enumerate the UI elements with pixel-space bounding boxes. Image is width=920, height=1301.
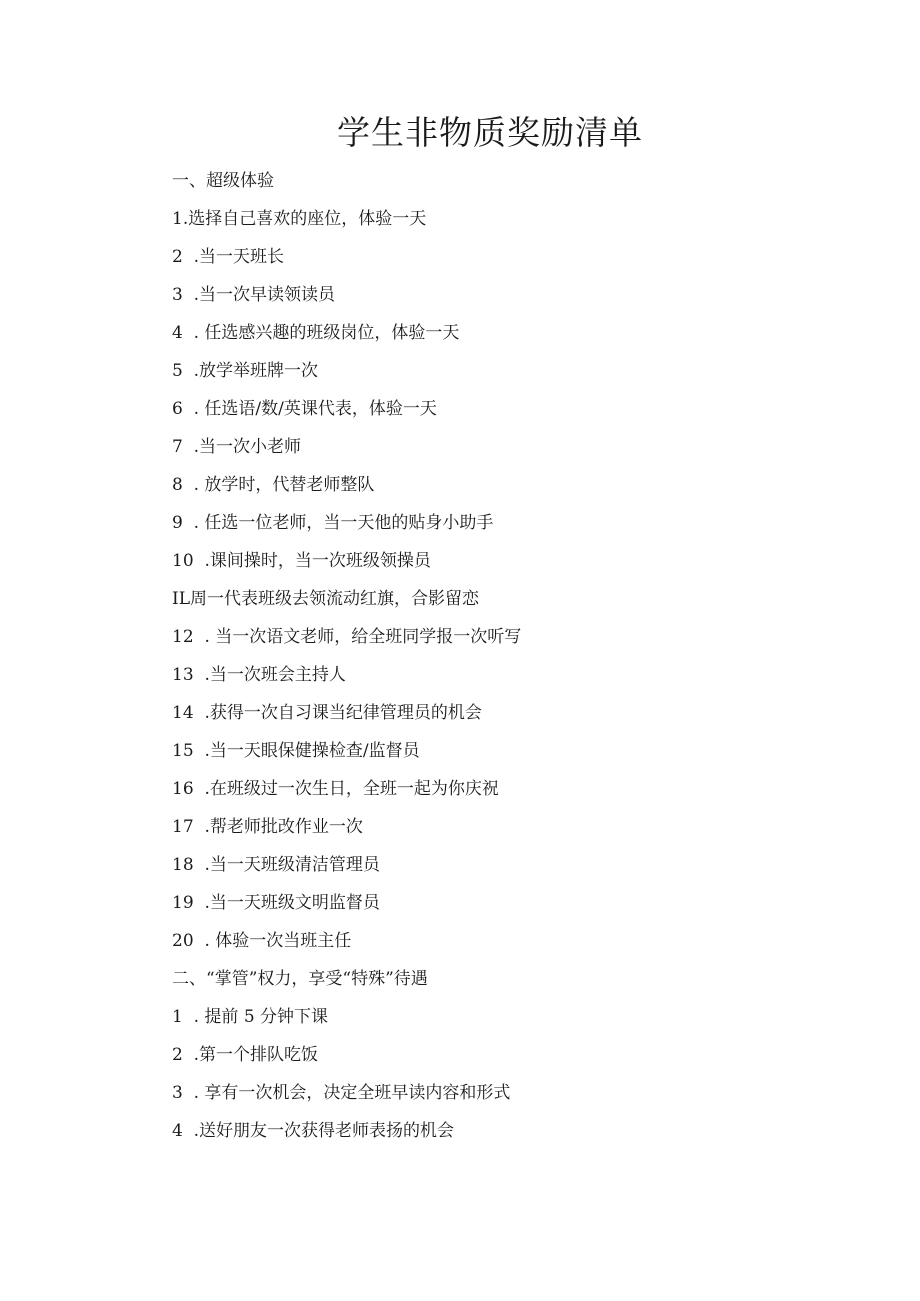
list-item: 13 .当一次班会主持人 [172,665,346,685]
list-item: 14 .获得一次自习课当纪律管理员的机会 [172,703,482,723]
list-item: 4 . 任选感兴趣的班级岗位，体验一天 [172,323,460,343]
list-item: 3 .当一次早读领读员 [172,285,336,305]
list-item: 10 .课间操时，当一次班级领操员 [172,551,431,571]
list-item: 17 .帮老师批改作业一次 [172,817,363,837]
list-item: 1.选择自己喜欢的座位，体验一天 [172,209,427,229]
list-item: 8 . 放学时，代替老师整队 [172,475,375,495]
list-item: 12 . 当一次语文老师，给全班同学报一次听写 [172,627,522,647]
list-item: 15 .当一天眼保健操检查/监督员 [172,741,420,761]
list-item: 9 . 任选一位老师，当一天他的贴身小助手 [172,513,494,533]
section-heading: 二、“掌管”权力，享受“特殊”待遇 [172,969,428,989]
list-item: 2 .第一个排队吃饭 [172,1045,319,1065]
list-item: 1 . 提前 5 分钟下课 [172,1007,329,1027]
document-title: 学生非物质奖励清单 [337,113,643,152]
list-item: 20 . 体验一次当班主任 [172,931,352,951]
section-heading: 一、超级体验 [172,171,274,191]
list-item: 4 .送好朋友一次获得老师表扬的机会 [172,1121,455,1141]
list-item: 5 .放学举班牌一次 [172,361,319,381]
list-item: 7 .当一次小老师 [172,437,302,457]
document-body [172,167,872,1155]
list-item: 3 . 享有一次机会，决定全班早读内容和形式 [172,1083,511,1103]
list-item: 19 .当一天班级文明监督员 [172,893,380,913]
list-item: IL周一代表班级去领流动红旗，合影留恋 [172,589,480,609]
list-item: 18 .当一天班级清洁管理员 [172,855,380,875]
list-item: 6 . 任选语/数/英课代表，体验一天 [172,399,437,419]
list-item: 2 .当一天班长 [172,247,285,267]
list-item: 16 .在班级过一次生日，全班一起为你庆祝 [172,779,499,799]
